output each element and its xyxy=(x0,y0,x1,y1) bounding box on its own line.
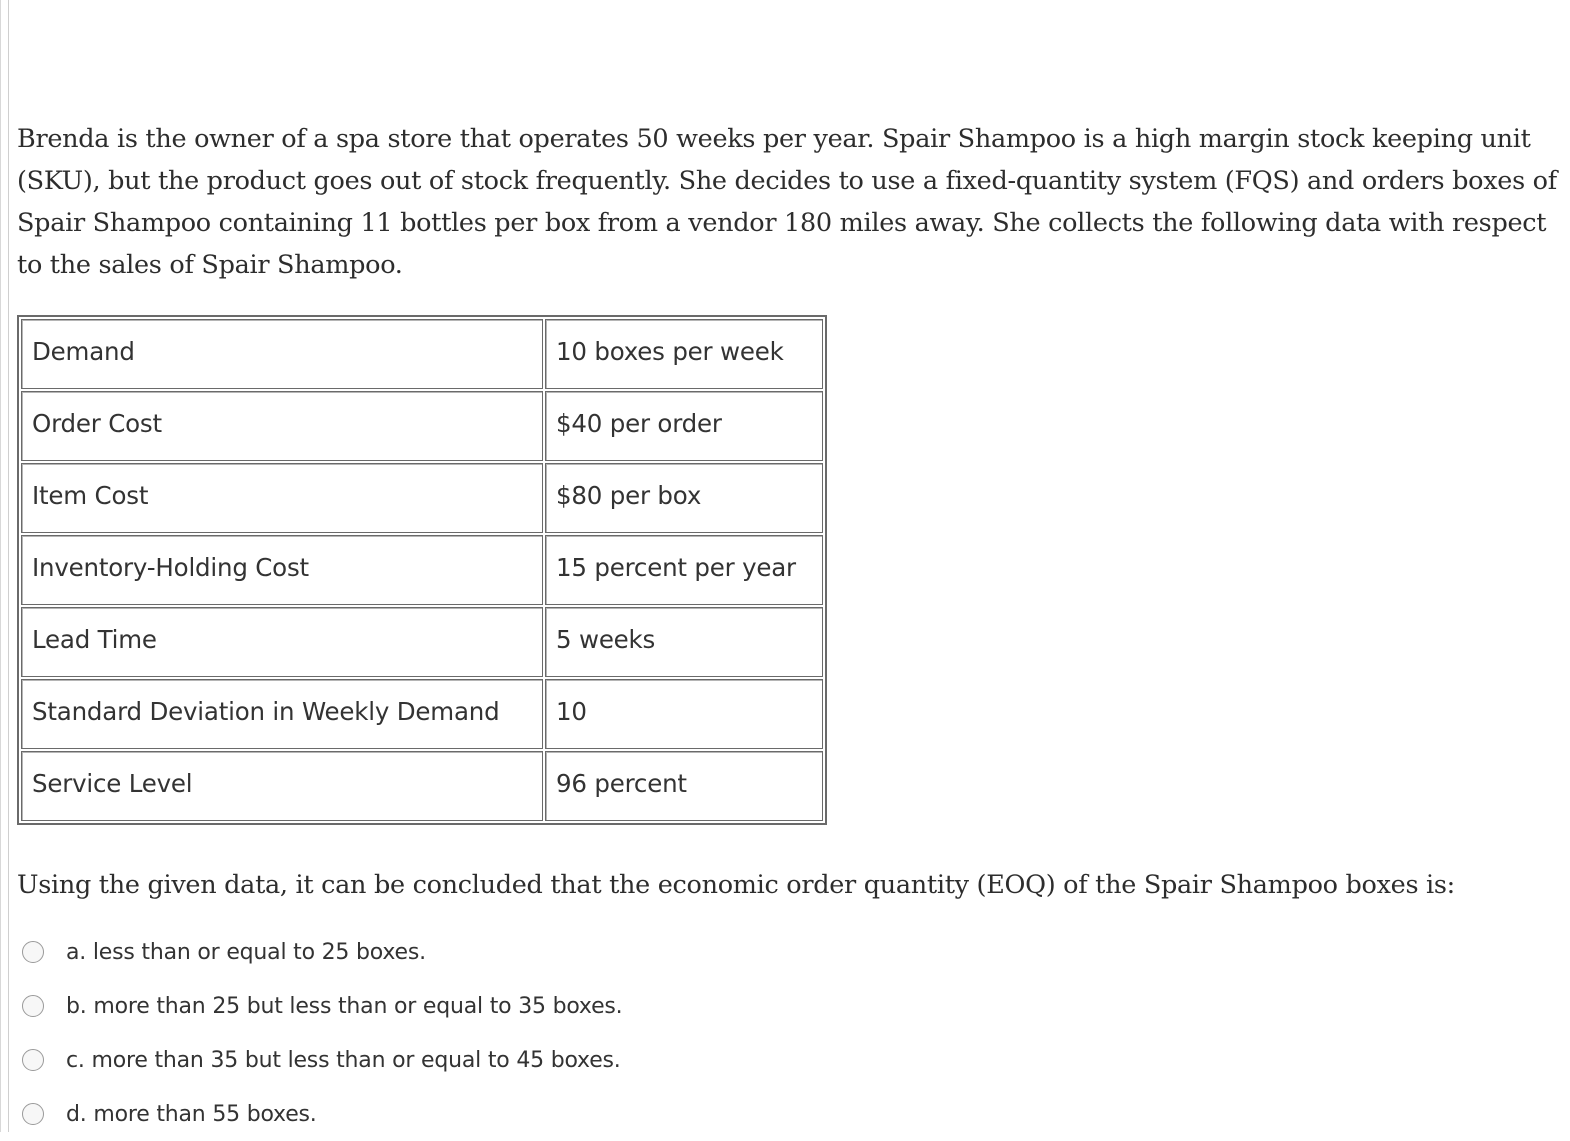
option-a[interactable] xyxy=(22,925,622,979)
table-row xyxy=(21,391,823,461)
question-prompt: Using the given data, it can be concluded that the economic order quantity (EOQ) of the Spair Shampoo boxes is: xyxy=(17,870,1455,900)
table-row xyxy=(21,607,823,677)
table-row xyxy=(21,463,823,533)
radio-button-icon[interactable] xyxy=(22,1049,44,1071)
data-table xyxy=(17,315,827,825)
table-row xyxy=(21,319,823,389)
question-text: Brenda is the owner of a spa store that operates 50 weeks per year. Spair Shampoo is a high margin stock keeping unit (SKU), but the product goes out of stock frequently. She decides to use a fixed-quantity system (FQS) and orders boxes of Spair Shampoo containing 11 bottles per box from a vendor 180 miles away. She collects the following data with respect to the sales of Spair Shampoo. xyxy=(17,124,1557,280)
option-label[interactable]: d. more than 55 boxes. xyxy=(66,1101,317,1127)
row-label: Order Cost xyxy=(21,391,543,461)
row-label: Item Cost xyxy=(21,463,543,533)
row-value: 10 xyxy=(545,679,823,749)
row-label: Standard Deviation in Weekly Demand xyxy=(21,679,543,749)
row-value: $80 per box xyxy=(545,463,823,533)
option-c[interactable] xyxy=(22,1033,622,1087)
row-value: 96 percent xyxy=(545,751,823,821)
answer-options xyxy=(22,925,622,1141)
table-row xyxy=(21,679,823,749)
row-label: Inventory-Holding Cost xyxy=(21,535,543,605)
row-label: Service Level xyxy=(21,751,543,821)
table-row xyxy=(21,535,823,605)
option-b[interactable] xyxy=(22,979,622,1033)
option-label[interactable]: a. less than or equal to 25 boxes. xyxy=(66,939,426,965)
row-value: 10 boxes per week xyxy=(545,319,823,389)
radio-button-icon[interactable] xyxy=(22,1103,44,1125)
radio-button-icon[interactable] xyxy=(22,941,44,963)
row-label: Demand xyxy=(21,319,543,389)
row-value: 5 weeks xyxy=(545,607,823,677)
content-left-border xyxy=(8,0,9,1132)
radio-button-icon[interactable] xyxy=(22,995,44,1017)
option-label[interactable]: c. more than 35 but less than or equal to 45 boxes. xyxy=(66,1047,621,1073)
table-row xyxy=(21,751,823,821)
row-value: 15 percent per year xyxy=(545,535,823,605)
option-d[interactable] xyxy=(22,1087,622,1141)
row-label: Lead Time xyxy=(21,607,543,677)
option-label[interactable]: b. more than 25 but less than or equal to 35 boxes. xyxy=(66,993,623,1019)
row-value: $40 per order xyxy=(545,391,823,461)
